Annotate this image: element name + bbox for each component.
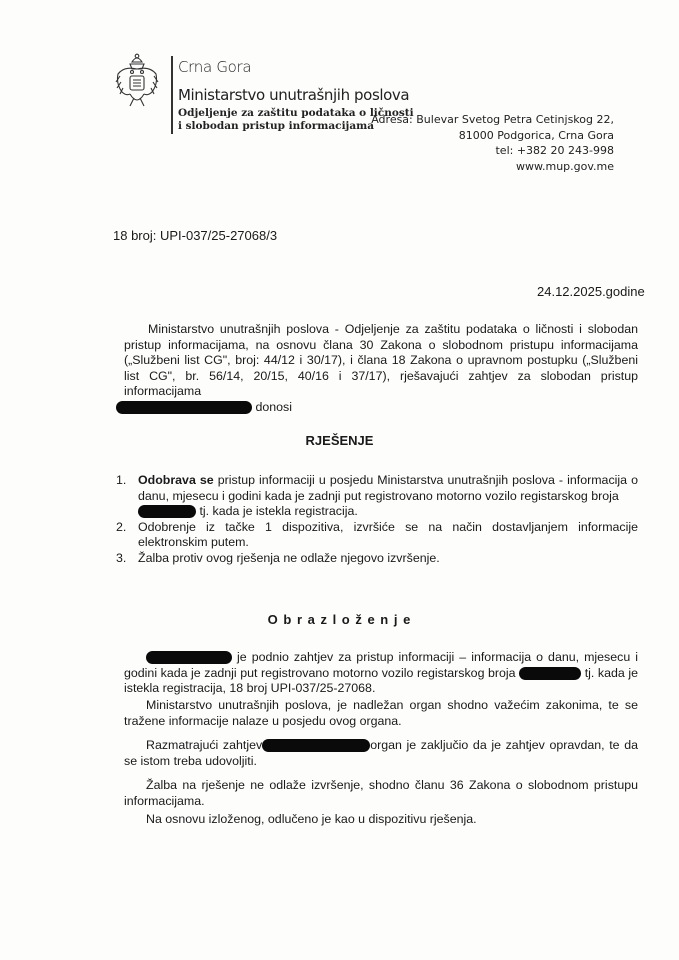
item-body: pristup informaciji u posjedu Ministarstva unutrašnjih poslova - informacija o danu, mjesecu i godini kada je zadnji put registrovano motorno vozilo registarskog broja	[138, 473, 638, 503]
item-body-end: tj. kada je istekla registracija.	[199, 504, 358, 518]
address-website: www.mup.gov.me	[516, 159, 614, 173]
decision-item-2	[110, 520, 638, 551]
decision-item-3	[110, 551, 638, 567]
decision-title: RJEŠENJE	[305, 433, 374, 448]
reasoning-paragraph-5: Na osnovu izloženog, odlučeno je kao u dispozitivu rješenja.	[146, 812, 477, 826]
redaction-block	[262, 739, 370, 752]
preamble-donosi: donosi	[255, 399, 292, 414]
item-text	[138, 473, 638, 520]
decision-list	[110, 473, 638, 566]
coat-of-arms-icon	[112, 52, 162, 110]
redaction-block	[519, 667, 581, 680]
department-line-1: Odjeljenje za zaštitu podataka o ličnosti	[178, 107, 414, 119]
country-name: Crna Gora	[178, 58, 252, 76]
redaction-block	[116, 401, 252, 414]
preamble-paragraph	[124, 322, 638, 415]
reasoning-paragraph-1	[124, 650, 638, 697]
item-number: 3.	[116, 550, 127, 565]
address-phone: tel: +382 20 243-998	[495, 144, 614, 157]
header-divider	[171, 56, 173, 134]
reasoning-p3-end: organ je zaključio da je zahtjev opravdan, te da se istom treba udovoljiti.	[124, 738, 638, 768]
reasoning-paragraph-2: Ministarstvo unutrašnjih poslova, je nadležan organ shodno važećim zakonima, te se tražene informacije nalaze u posjedu ovog organa.	[124, 698, 638, 728]
item-number: 1.	[116, 473, 127, 487]
item-bold-lead: Odobrava se	[138, 473, 214, 487]
reasoning-p1-text: je podnio zahtjev za pristup informaciji – informacija o danu, mjesecu i godini kada je zadnji put registrovano motorno vozilo registarskog broja	[124, 650, 638, 680]
ministry-name: Ministarstvo unutrašnjih poslova	[178, 86, 410, 104]
item-text: Odobrenje iz tačke 1 dispozitiva, izvršiće se na način dostavljanjem informacije elektronskim putem.	[138, 519, 638, 549]
address-block	[371, 112, 614, 174]
decision-item-1	[110, 473, 638, 520]
reasoning-title: O b r a z l o ž e n j e	[267, 612, 412, 627]
preamble-text: Ministarstvo unutrašnjih poslova - Odjeljenje za zaštitu podataka o ličnosti i slobodan pristup informacijama, na osnovu člana 30 Zakona o slobodnom pristupu informacijama („Službeni list CG", broj: 44/12 i 30/17), i člana 18 Zakona o upravnom postupku („Službeni list CG", br. 56/14, 20/15, 40/16 i 37/17), rješavajući zahtjev za slobodan pristup informacijama	[124, 322, 638, 398]
department-line-2: i slobodan pristup informacijama	[178, 119, 375, 132]
reasoning-paragraph-3	[124, 738, 638, 769]
address-city: 81000 Podgorica, Crna Gora	[458, 128, 614, 142]
reasoning-p1-end: tj. kada je istekla registracija, 18 broj UPI-037/25-27068.	[124, 665, 638, 695]
reasoning-paragraph-4: Žalba na rješenje ne odlaže izvršenje, shodno članu 36 Zakona o slobodnom pristupu informacijama.	[124, 778, 638, 808]
redaction-block	[138, 505, 196, 518]
item-number: 2.	[116, 519, 127, 534]
reference-number: 18 broj: UPI-037/25-27068/3	[113, 228, 278, 243]
document-date: 24.12.2025.godine	[537, 284, 645, 299]
redaction-block	[146, 651, 232, 664]
address-street: Adresa: Bulevar Svetog Petra Cetinjskog 22,	[371, 113, 614, 126]
item-text: Žalba protiv ovog rješenja ne odlaže njegovo izvršenje.	[138, 550, 440, 565]
reasoning-p3-start: Razmatrajući zahtjev	[146, 738, 263, 752]
